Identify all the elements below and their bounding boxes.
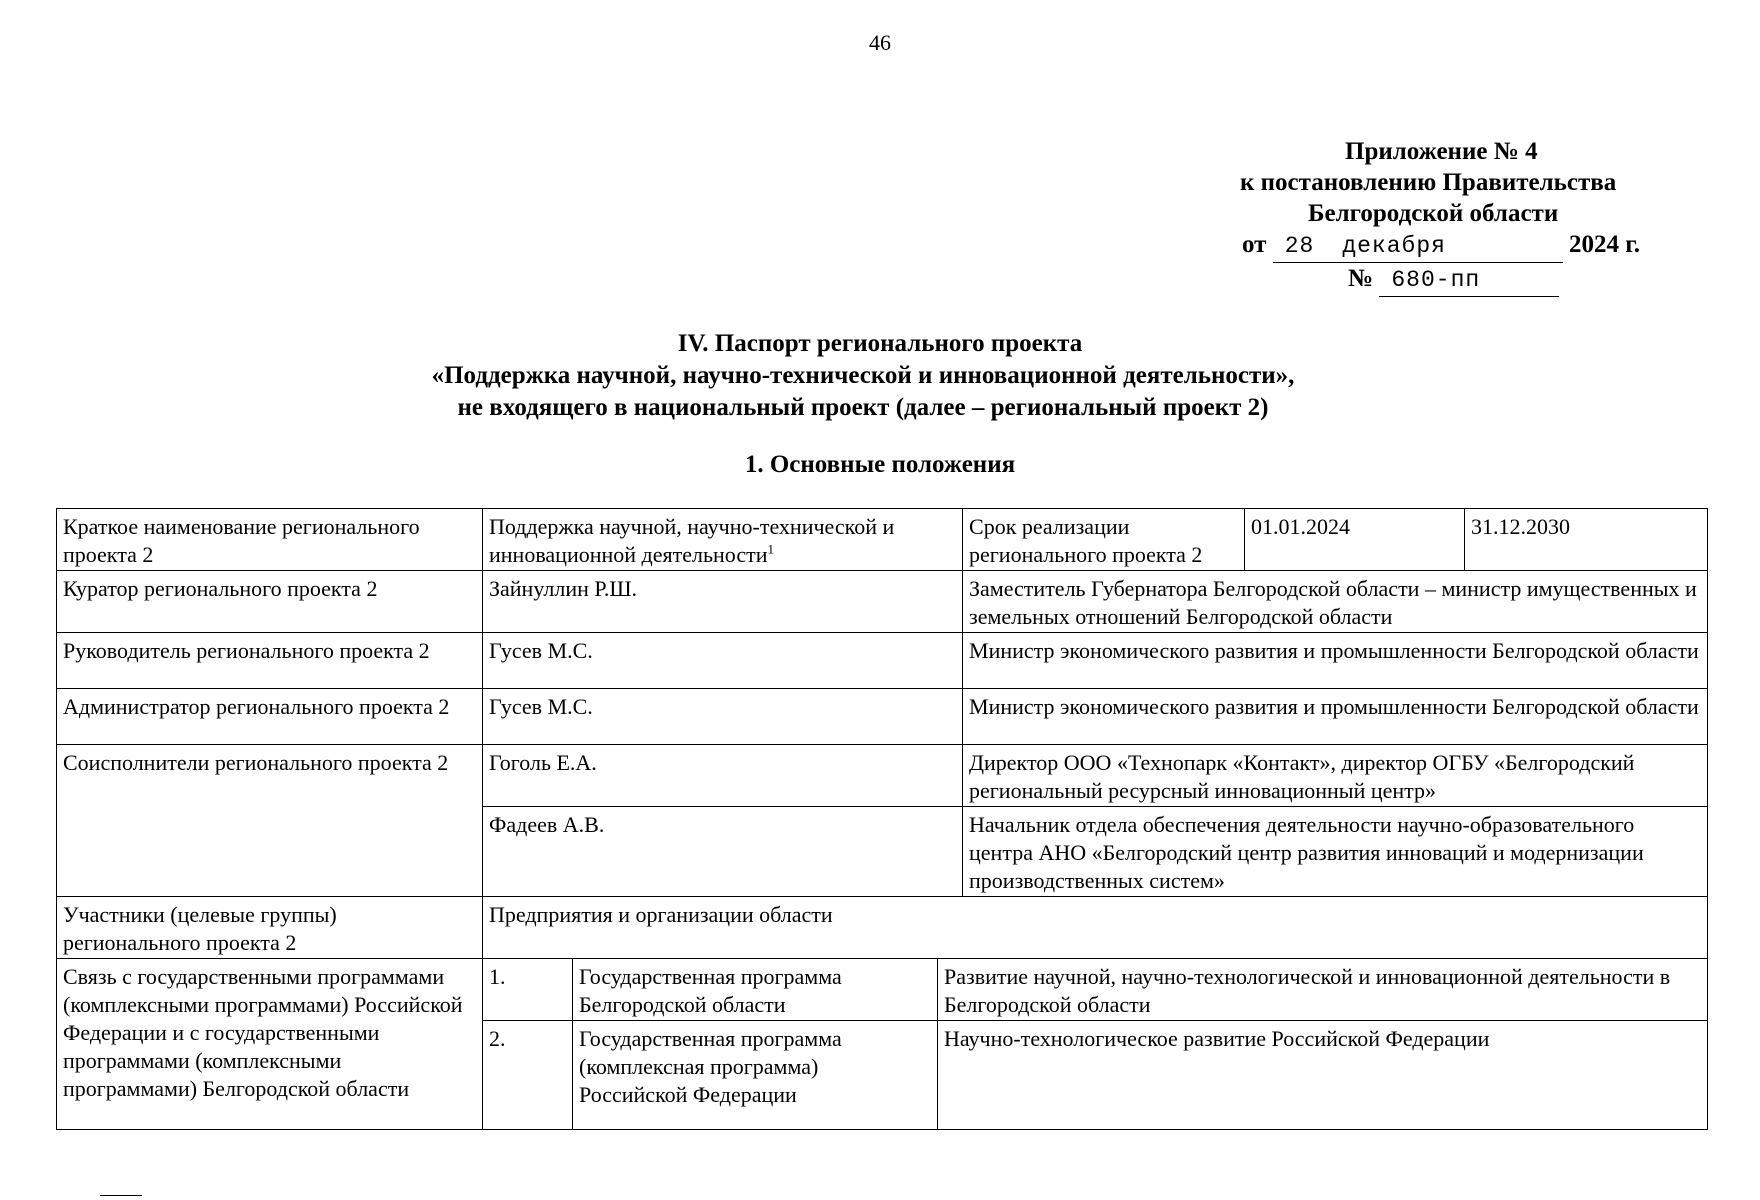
head-position: Министр экономического развития и промышленности Белгородской области — [963, 633, 1708, 689]
curator-position: Заместитель Губернатора Белгородской области – министр имущественных и земельных отношений Белгородской области — [963, 571, 1708, 633]
head-name: Гусев М.С. — [483, 633, 963, 689]
period-end: 31.12.2030 — [1465, 509, 1708, 571]
co-executor-name: Гоголь Е.А. — [483, 745, 963, 807]
table-row — [57, 571, 1708, 633]
program-name: Развитие научной, научно-технологической и инновационной деятельности в Белгородской области — [938, 959, 1708, 1021]
page-number: 46 — [869, 30, 891, 55]
short-name-text: Поддержка научной, научно-технической и инновационной деятельности — [489, 514, 895, 567]
footnote-separator — [100, 1195, 142, 1196]
appendix-title: Приложение № 4 — [1345, 138, 1538, 165]
programs-label: Связь с государственными программами (комплексными программами) Российской Федерации и с государственными программами (комплексными программами) Белгородской области — [57, 959, 483, 1130]
co-executor-position: Начальник отдела обеспечения деятельности научно-образовательного центра АНО «Белгородский центр развития инноваций и модернизации производственных систем» — [963, 807, 1708, 897]
table-row — [57, 689, 1708, 745]
table-row — [57, 897, 1708, 959]
head-label: Руководитель регионального проекта 2 — [57, 633, 483, 689]
passport-table — [56, 508, 1708, 1130]
table-row — [57, 633, 1708, 689]
administrator-label: Администратор регионального проекта 2 — [57, 689, 483, 745]
appendix-number-line — [1200, 263, 1760, 297]
curator-label: Куратор регионального проекта 2 — [57, 571, 483, 633]
heading-line-3: не входящего в национальный проект (далее – региональный проект 2) — [457, 394, 1269, 421]
date-prefix: от — [1242, 231, 1267, 258]
program-name: Научно-технологическое развитие Российской Федерации — [938, 1021, 1708, 1130]
program-num: 1. — [483, 959, 573, 1021]
co-executor-name: Фадеев А.В. — [483, 807, 963, 897]
short-name-label: Краткое наименование регионального проекта 2 — [57, 509, 483, 571]
participants-label: Участники (целевые группы) регионального проекта 2 — [57, 897, 483, 959]
appendix-resolution: к постановлению Правительства — [1240, 169, 1617, 196]
appendix-date-line — [1200, 229, 1760, 263]
table-row — [57, 959, 1708, 1021]
period-label: Срок реализации регионального проекта 2 — [963, 509, 1245, 571]
co-executors-label: Соисполнители регионального проекта 2 — [57, 745, 483, 897]
table-row — [57, 509, 1708, 571]
appendix-region: Белгородской области — [1308, 200, 1559, 227]
number-prefix: № — [1348, 265, 1374, 292]
document-heading — [0, 328, 1760, 424]
program-num: 2. — [483, 1021, 573, 1130]
date-day: 28 — [1284, 233, 1315, 259]
heading-line-1: IV. Паспорт регионального проекта — [677, 330, 1083, 357]
heading-line-2: «Поддержка научной, научно-технической и инновационной деятельности», — [431, 362, 1295, 389]
short-name-value — [483, 509, 963, 571]
administrator-position: Министр экономического развития и промышленности Белгородской области — [963, 689, 1708, 745]
date-field — [1273, 231, 1563, 263]
program-type: Государственная программа Белгородской области — [573, 959, 938, 1021]
date-month: декабря — [1342, 233, 1446, 259]
footnote-marker: 1 — [767, 541, 774, 557]
number-field: 680-пп — [1379, 265, 1559, 297]
table-row — [57, 745, 1708, 807]
administrator-name: Гусев М.С. — [483, 689, 963, 745]
curator-name: Зайнуллин Р.Ш. — [483, 571, 963, 633]
date-year: 2024 г. — [1568, 231, 1640, 258]
program-type: Государственная программа (комплексная программа) Российской Федерации — [573, 1021, 938, 1130]
period-start: 01.01.2024 — [1245, 509, 1465, 571]
co-executor-position: Директор ООО «Технопарк «Контакт», директор ОГБУ «Белгородский региональный ресурсный инновационный центр» — [963, 745, 1708, 807]
appendix-block — [1200, 136, 1760, 297]
section-title: 1. Основные положения — [744, 451, 1016, 478]
participants-value: Предприятия и организации области — [483, 897, 1708, 959]
